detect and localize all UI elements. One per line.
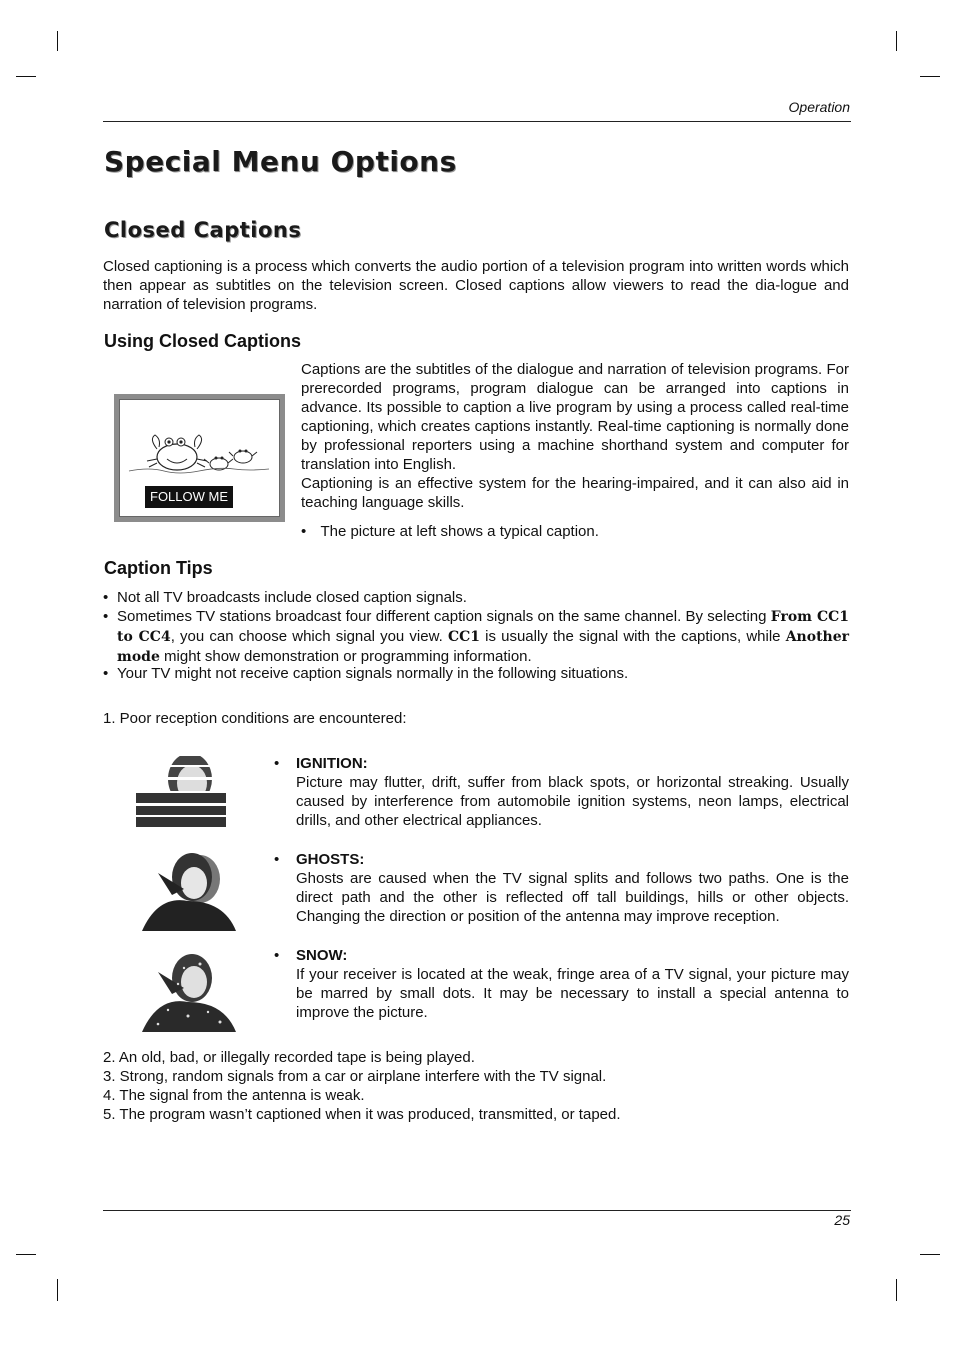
tips-text: Sometimes TV stations broadcast four different caption signals on the same channel. By selecting <box>117 608 771 625</box>
crop-mark <box>896 31 897 51</box>
caption-screen-illustration <box>114 394 285 522</box>
list-item-5: 5. The program wasn’t captioned when it was produced, transmitted, or taped. <box>103 1106 621 1123</box>
list-item-1: 1. Poor reception conditions are encountered: <box>103 710 407 727</box>
page-title: Special Menu Options <box>104 145 457 178</box>
closed-captions-intro <box>103 257 849 314</box>
using-paragraph-1: Captions are the subtitles of the dialogue and narration of television programs. For prerecorded programs, program dialogue can be arranged into captions in advance. Its possible to caption a live program by using a process called real-time captioning, which creates captions instantly. Real-time captioning is normally done by professional reporters using a machine shorthand system and computer for translation into English. <box>301 361 849 473</box>
crop-mark <box>896 1279 897 1301</box>
crop-mark <box>57 1279 58 1301</box>
tips-text: might show demonstration or programming information. <box>159 648 532 665</box>
crop-mark <box>16 76 36 77</box>
keyword-cc-range: From CC1 to CC4 <box>117 609 849 645</box>
ghosts-picture <box>128 845 240 931</box>
tips-bullet-1 <box>103 588 849 607</box>
bullet-icon: • <box>103 608 109 625</box>
snow-text: If your receiver is located at the weak, fringe area of a TV signal, your picture may be marred by small dots. It may be necessary to install a special antenna to improve the picture. <box>296 966 849 1021</box>
list-item-2: 2. An old, bad, or illegally recorded tape is being played. <box>103 1049 475 1066</box>
ignition-picture <box>128 743 240 831</box>
list-item-3: 3. Strong, random signals from a car or airplane interfere with the TV signal. <box>103 1068 607 1085</box>
bullet-icon: • <box>103 665 109 682</box>
tips-heading: Caption Tips <box>104 558 213 578</box>
crop-mark <box>920 76 940 77</box>
bullet-icon: • <box>274 947 280 964</box>
ghosts-block <box>274 850 849 926</box>
keyword-another-mode: Another mode <box>117 629 849 665</box>
tips-bullet-2-text <box>117 607 849 667</box>
ignition-title: IGNITION: <box>296 755 368 772</box>
screen-inner <box>119 399 280 517</box>
closed-captions-heading: Closed Captions <box>104 218 302 242</box>
tips-text: is usually the signal with the captions, while <box>479 628 786 645</box>
bullet-icon: • <box>274 755 280 772</box>
keyword-cc1: CC1 <box>447 629 480 645</box>
ghosts-image <box>128 845 240 931</box>
tips-text: , you can choose which signal you view. <box>170 628 448 645</box>
running-header: Operation <box>788 99 850 115</box>
snow-picture <box>128 944 240 1032</box>
bullet-icon: • <box>301 523 307 540</box>
bullet-icon: • <box>103 589 109 606</box>
using-body <box>301 360 849 512</box>
footer-rule <box>103 1210 851 1211</box>
bullet-icon: • <box>274 851 280 868</box>
ignition-text: Picture may flutter, drift, suffer from black spots, or horizontal streaking. Usually caused by interference from automobile ignition systems, neon lamps, electrical drills, and other electrical appliances. <box>296 774 849 829</box>
crop-mark <box>57 31 58 51</box>
snow-image <box>128 944 240 1032</box>
numbered-list <box>103 1048 621 1124</box>
snow-block <box>274 946 849 1022</box>
list-item-4: 4. The signal from the antenna is weak. <box>103 1087 365 1104</box>
header-rule <box>103 121 851 122</box>
tips-bullet-1-text: Not all TV broadcasts include closed caption signals. <box>117 589 467 606</box>
ghosts-text: Ghosts are caused when the TV signal splits and follows two paths. One is the direct path and the other is reflected off tall buildings, hills or other objects. Changing the direction or position of the antenna may improve reception. <box>296 870 849 925</box>
snow-title: SNOW: <box>296 947 348 964</box>
screen-caption-box: FOLLOW ME <box>145 486 233 508</box>
tips-bullet-3 <box>103 664 849 683</box>
intro-paragraph: Closed captioning is a process which converts the audio portion of a television program into written words which then appear as subtitles on the television screen. Closed captions allow viewers to read the dia-logue and narration of television programs. <box>103 258 849 313</box>
tips-bullet-2 <box>103 607 849 667</box>
tips-bullet-3-text: Your TV might not receive caption signals normally in the following situations. <box>117 665 629 682</box>
ghosts-title: GHOSTS: <box>296 851 365 868</box>
page-number: 25 <box>834 1212 850 1228</box>
crop-mark <box>920 1254 940 1255</box>
using-paragraph-2: Captioning is an effective system for the hearing-impaired, and it can also aid in teaching language skills. <box>301 475 849 511</box>
ignition-block <box>274 754 849 830</box>
ignition-image <box>128 743 240 831</box>
crop-mark <box>16 1254 36 1255</box>
using-bullet <box>301 522 599 541</box>
using-heading: Using Closed Captions <box>104 331 302 351</box>
using-bullet-text: The picture at left shows a typical caption. <box>320 523 599 540</box>
